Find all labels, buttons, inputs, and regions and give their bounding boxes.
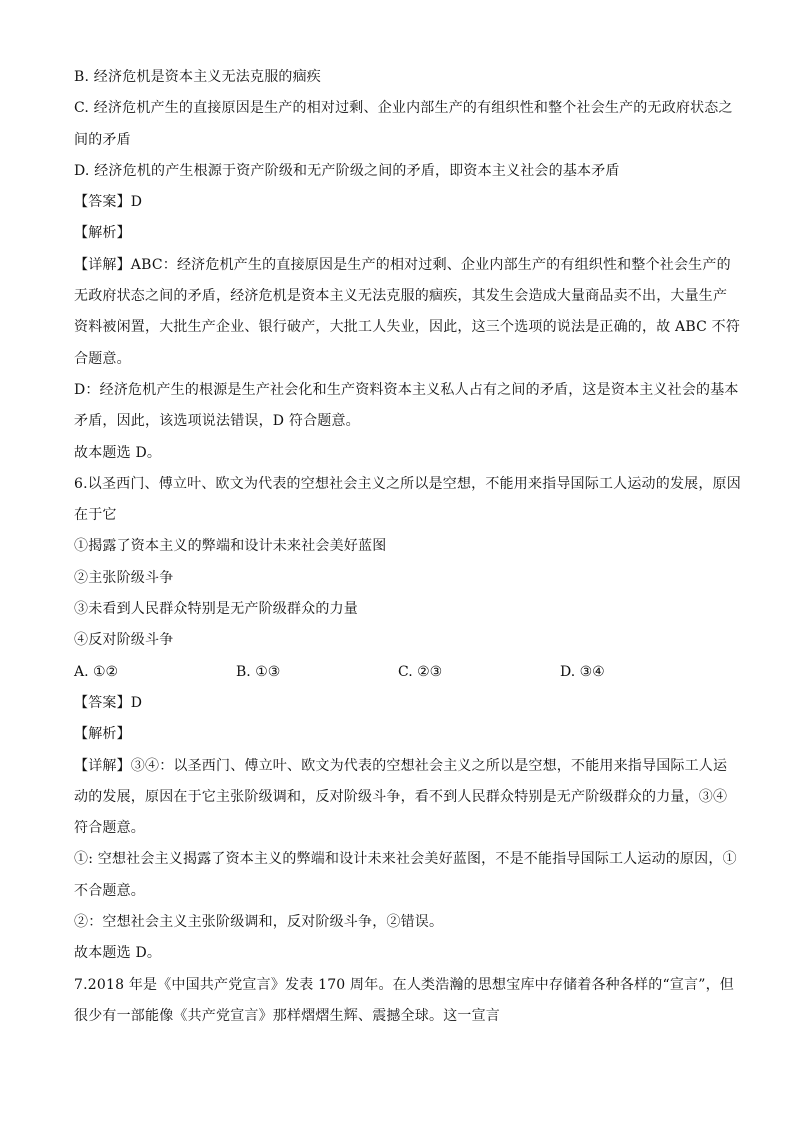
option-d: D. ③④ [560,663,605,680]
conclusion-line: 故本题选 D。 [74,444,162,461]
answer-options [74,657,728,688]
explanation-line: 【详解】ABC：经济危机产生的直接原因是生产的相对过剩、企业内部生产的有组织性和整个社会生产的 [74,256,731,273]
option-c-line-cont: 间的矛盾 [74,131,131,148]
explanation-line: D：经济危机产生的根源是生产社会化和生产资料资本主义私人占有之间的矛盾，这是资本主义社会的基本 [74,381,739,398]
analysis-label: 【解析】 [74,726,131,743]
explanation-line: 合题意。 [74,350,131,367]
option-c-line: C. 经济危机产生的直接原因是生产的相对过剩、企业内部生产的有组织性和整个社会生产的无政府状态之 [74,100,733,117]
conclusion-line: 故本题选 D。 [74,945,162,962]
statement-2: ②主张阶级斗争 [74,569,174,586]
analysis-label: 【解析】 [74,225,131,242]
explanation-line: 无政府状态之间的矛盾，经济危机是资本主义无法克服的痼疾，其发生会造成大量商品卖不出，大量生产 [74,288,728,305]
statement-1: ①揭露了资本主义的弊端和设计未来社会美好蓝图 [74,538,387,555]
statement-3: ③未看到人民群众特别是无产阶级群众的力量 [74,601,358,618]
explanation-line: 矛盾，因此，该选项说法错误，D 符合题意。 [74,413,360,430]
explanation-line: 资料被闲置，大批生产企业、银行破产，大批工人失业，因此，这三个选项的说法是正确的，故 ABC 不符 [74,319,741,336]
explanation-line: ①: 空想社会主义揭露了资本主义的弊端和设计未来社会美好蓝图，不是不能指导国际工人运动的原因，① [74,851,737,868]
option-b-line: B. 经济危机是资本主义无法克服的痼疾 [74,69,321,85]
answer-label: 【答案】D [74,194,143,211]
explanation-line: 符合题意。 [74,820,145,837]
document-page [74,62,741,1032]
statement-4: ④反对阶级斗争 [74,632,174,649]
explanation-line: 不合题意。 [74,882,145,899]
option-d-line: D. 经济危机的产生根源于资产阶级和无产阶级之间的矛盾，即资本主义社会的基本矛盾 [74,162,620,179]
question-7-stem: 7.2018 年是《中国共产党宣言》发表 170 周年。在人类浩瀚的思想宝库中存储着各种各样的“宣言”，但 [74,976,734,993]
question-6-stem: 6.以圣西门、傅立叶、欧文为代表的空想社会主义之所以是空想，不能用来指导国际工人运动的发展，原因 [74,475,741,492]
explanation-line: 【详解】③④：以圣西门、傅立叶、欧文为代表的空想社会主义之所以是空想，不能用来指导国际工人运 [74,757,728,774]
answer-label: 【答案】D [74,694,143,711]
question-6-stem-cont: 在于它 [74,507,117,524]
option-c: C. ②③ [398,663,443,680]
option-b: B. ①③ [236,663,281,680]
explanation-line: 动的发展，原因在于它主张阶级调和，反对阶级斗争，看不到人民群众特别是无产阶级群众的力量，③④ [74,788,728,805]
explanation-line: ②：空想社会主义主张阶级调和，反对阶级斗争，②错误。 [74,914,444,931]
option-a: A. ①② [74,663,119,680]
question-7-stem-cont: 很少有一部能像《共产党宣言》那样熠熠生辉、震撼全球。这一宣言 [74,1007,500,1024]
